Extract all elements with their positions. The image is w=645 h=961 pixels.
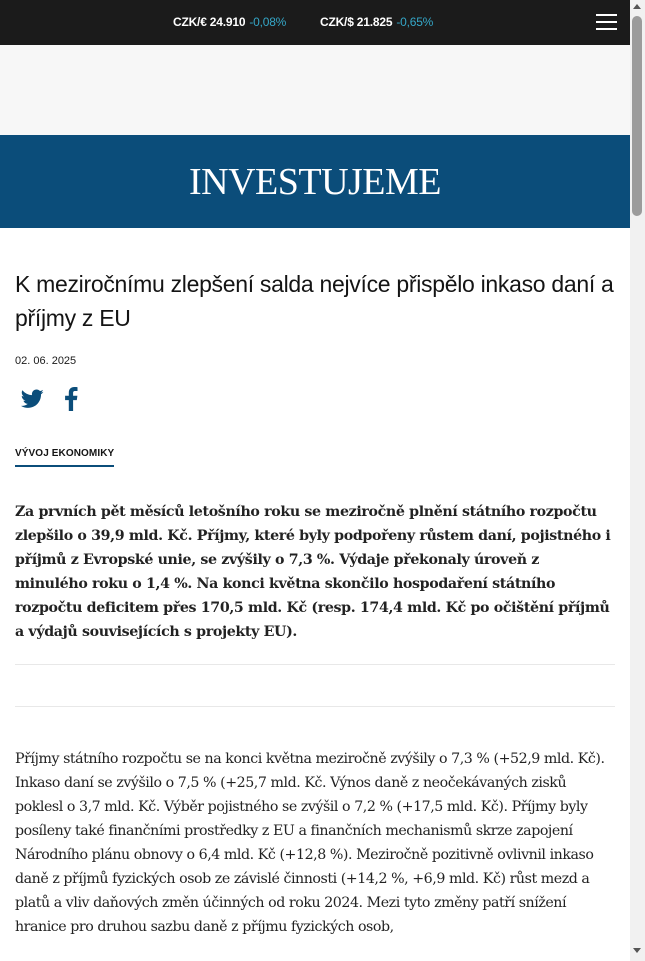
divider (15, 706, 615, 707)
divider (15, 664, 615, 665)
ad-slot (0, 45, 630, 135)
scrollbar-thumb[interactable] (632, 16, 642, 216)
currency-ticker-bar (0, 0, 630, 45)
article-date: 02. 06. 2025 (15, 355, 77, 367)
twitter-icon[interactable] (21, 389, 44, 409)
ticker-usd-pair: CZK/$ 21.825 (320, 15, 393, 29)
scroll-down-arrow-icon[interactable] (633, 948, 641, 953)
site-logo[interactable]: INVESTUJEME (188, 161, 442, 203)
article-perex: Za prvních pět měsíců letošního roku se meziročně plnění státního rozpočtu zlepšilo o 39,9 mld. Kč. Příjmy, které byly podpořeny růstem daní, pojistného i příjmů z Evropské unie, se zvýšily o 7,3 %. Výdaje překonaly úroveň z minulého roku o 1,4 %. Na konci května skončilo hospodaření státního rozpočtu deficitem přes 170,5 mld. Kč (resp. 174,4 mld. Kč po očištění příjmů a výdajů souvisejících s projekty EU). (15, 504, 611, 640)
vertical-scrollbar[interactable] (630, 0, 645, 961)
ticker-usd-change: -0,65% (396, 15, 434, 29)
article-body-paragraph: Příjmy státního rozpočtu se na konci května meziročně zvýšily o 7,3 % (+52,9 mld. Kč). Inkaso daní se zvýšilo o 7,5 % (+25,7 mld. Kč. Výnos daně z neočekávaných zisků poklesl o 3,7 mld. Kč. Výběr pojistného se zvýšil o 7,2 % (+17,5 mld. Kč). Příjmy byly posíleny také finančními prostředky z EU a finančních mechanismů skrze zapojení Národního plánu obnovy o 6,4 mld. Kč (+12,8 %). Meziročně pozitivně ovlivnil inkaso daně z příjmů fyzických osob ze závislé činnosti (+14,2 %, +6,9 mld. Kč) růst mezd a platů a vliv daňových změn účinných od roku 2024. Mezi tyto změny patří snížení hranice pro druhou sazbu daně z příjmu fyzických osob, (15, 751, 605, 935)
category-tag[interactable]: VÝVOJ EKONOMIKY (15, 448, 114, 467)
ticker-eur-pair: CZK/€ 24.910 (173, 15, 246, 29)
facebook-icon[interactable] (64, 387, 78, 411)
scroll-up-arrow-icon[interactable] (633, 4, 641, 9)
ticker-usd[interactable] (320, 15, 433, 29)
hamburger-menu-icon[interactable] (596, 13, 617, 31)
article-title: K meziročnímu zlepšení salda nejvíce přispělo inkaso daní a příjmy z EU (15, 271, 614, 331)
ticker-eur[interactable] (173, 15, 286, 29)
ticker-eur-change: -0,08% (249, 15, 287, 29)
